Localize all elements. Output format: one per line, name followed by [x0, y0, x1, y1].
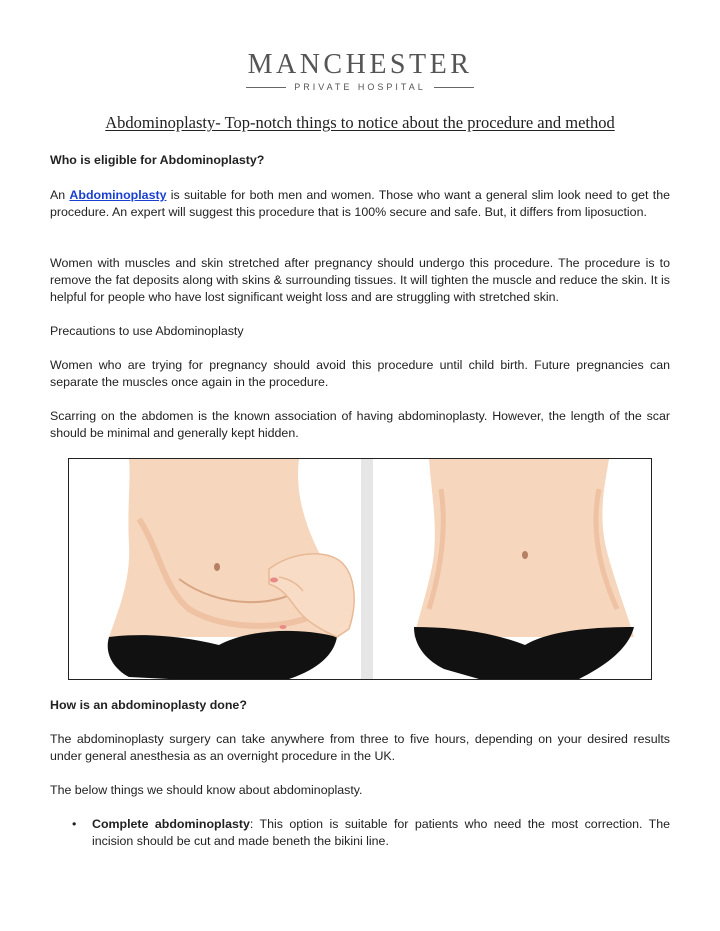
- bullet-bold-term: Complete abdominoplasty: [92, 817, 250, 831]
- paragraph-3: [50, 357, 670, 391]
- p1-suffix: is suitable for both men and women. Those who want a general slim look need to get the procedure. An expert will suggest this procedure that is 100% secure and safe. But, it differs from liposuction.: [50, 188, 670, 219]
- paragraph-1-text: [50, 187, 670, 221]
- paragraph-1: [50, 187, 670, 221]
- how-heading: How is an abdominoplasty done?: [50, 698, 247, 712]
- logo-divider-left: [246, 87, 286, 88]
- bullet-text: [92, 816, 670, 850]
- bullet-dot-icon: •: [72, 817, 77, 831]
- paragraph-2: [50, 255, 670, 306]
- after-torso: [414, 459, 634, 679]
- logo-subtitle: PRIVATE HOSPITAL: [294, 82, 426, 92]
- logo-name: MANCHESTER: [247, 49, 473, 80]
- p1-prefix: An: [50, 188, 70, 202]
- eligible-heading: Who is eligible for Abdominoplasty?: [50, 153, 265, 167]
- before-torso: [108, 459, 354, 679]
- hospital-logo: [0, 50, 720, 92]
- before-navel: [214, 563, 220, 571]
- logo-subtitle-row: [0, 82, 720, 92]
- paragraph-4: [50, 408, 670, 442]
- after-navel: [522, 551, 528, 559]
- bullet-list-item: [72, 816, 670, 850]
- before-after-illustration: [68, 458, 652, 680]
- how-heading-block: [50, 697, 670, 714]
- precautions-heading-block: [50, 323, 670, 340]
- eligible-heading-block: [50, 152, 670, 169]
- paragraph-6: [50, 782, 670, 799]
- paragraph-2-text: Women with muscles and skin stretched after pregnancy should undergo this procedure. The procedure is to remove the fat deposits along with skins & surrounding tissues. It will tighten the muscle and reduce the skin. It is helpful for people who have lost significant weight loss and are struggling with stretched skin.: [50, 256, 670, 304]
- divider-strip: [361, 459, 373, 679]
- paragraph-5: [50, 731, 670, 765]
- abdominoplasty-link[interactable]: Abdominoplasty: [69, 188, 167, 202]
- paragraph-6-text: The below things we should know about abdominoplasty.: [50, 783, 363, 797]
- paragraph-4-text: Scarring on the abdomen is the known association of having abdominoplasty. However, the length of the scar should be minimal and generally kept hidden.: [50, 409, 670, 440]
- before-underwear: [108, 631, 337, 679]
- bullet-description: : This option is suitable for patients who need the most correction. The incision should be cut and made beneth the bikini line.: [92, 817, 670, 848]
- paragraph-3-text: Women who are trying for pregnancy should avoid this procedure until child birth. Future pregnancies can separate the muscles once again in the procedure.: [50, 358, 670, 389]
- logo-divider-right: [434, 87, 474, 88]
- precautions-heading: Precautions to use Abdominoplasty: [50, 324, 244, 338]
- paragraph-5-text: The abdominoplasty surgery can take anywhere from three to five hours, depending on your desired results under general anesthesia as an overnight procedure in the UK.: [50, 732, 670, 763]
- page-title: Abdominoplasty- Top-notch things to notice about the procedure and method: [105, 113, 615, 132]
